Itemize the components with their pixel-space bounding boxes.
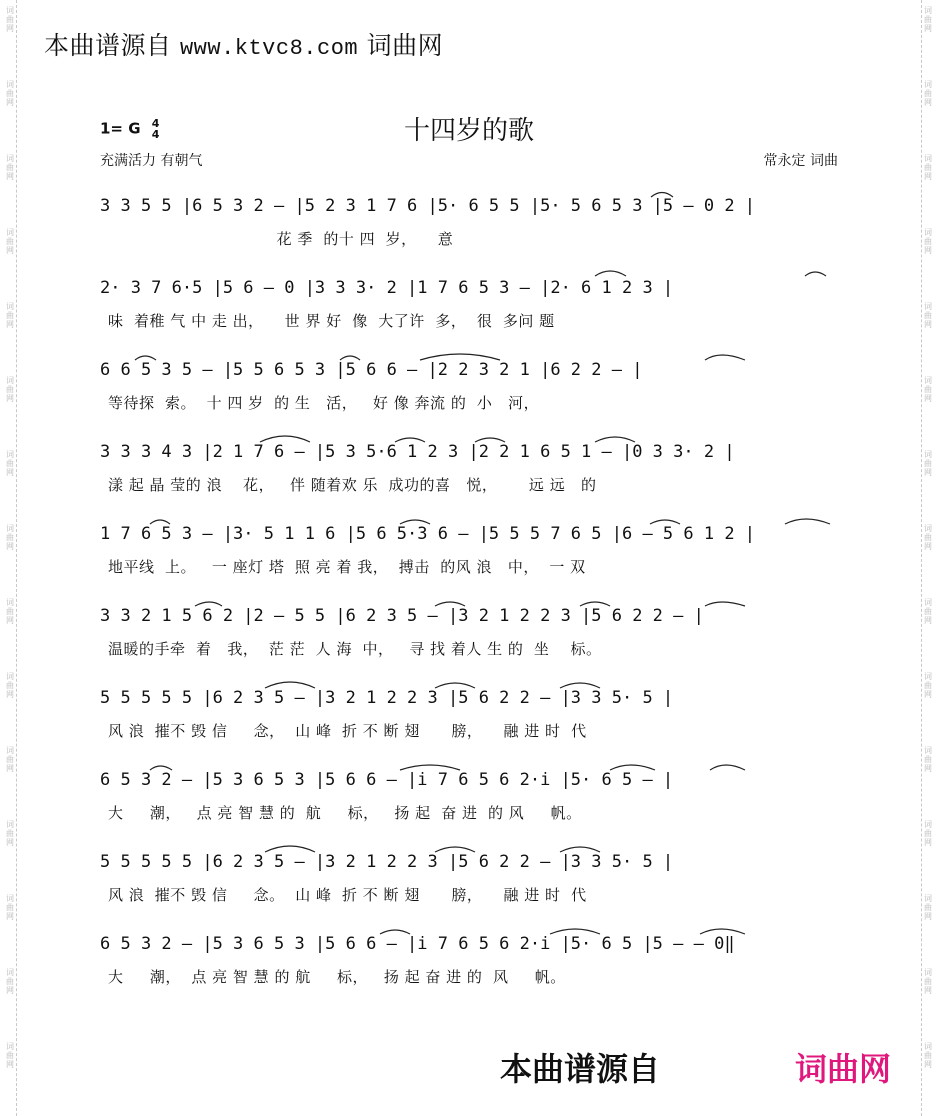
watermark-glyph: 词 曲 网 bbox=[924, 746, 932, 773]
watermark-glyph: 词 曲 网 bbox=[924, 894, 932, 921]
lyrics-line: 漾 起 晶 莹的 浪 花， 伴 随着欢 乐 成功的喜 悦， 远 远 的 bbox=[108, 476, 597, 494]
watermark-glyph: 词 曲 网 bbox=[6, 524, 14, 551]
watermark-glyph: 词 曲 网 bbox=[6, 450, 14, 477]
lyrics-line: 味 着稚 气 中 走 出， 世 界 好 像 大了许 多， 很 多问 题 bbox=[108, 312, 555, 330]
watermark-glyph: 词 曲 网 bbox=[924, 450, 932, 477]
notation-line: 5 5 5 5 5 |6 2 3 5 — |3 2 1 2 2 3 |5 6 2 2 — |3 3 5· 5 | bbox=[100, 688, 674, 708]
watermark-glyph: 词 曲 网 bbox=[924, 672, 932, 699]
time-signature-bottom: 4 bbox=[151, 128, 160, 141]
watermark-glyph: 词 曲 网 bbox=[6, 228, 14, 255]
watermark-glyph: 词 曲 网 bbox=[6, 598, 14, 625]
notation-line: 6 5 3 2 — |5 3 6 5 3 |5 6 6 — |i 7 6 5 6 2·i |5· 6 5 — | bbox=[100, 770, 674, 790]
watermark-glyph: 词 曲 网 bbox=[6, 894, 14, 921]
lyrics-line: 风 浪 摧不 毁 信 念。 山 峰 折 不 断 翅 膀， 融 进 时 代 bbox=[108, 886, 587, 904]
watermark-glyph: 词 曲 网 bbox=[6, 154, 14, 181]
watermark-glyph: 词 曲 网 bbox=[6, 302, 14, 329]
notation-line: 3 3 3 4 3 |2 1 7 6 — |5 3 5·6 1 2 3 |2 2 1 6 5 1 — |0 3 3· 2 | bbox=[100, 442, 735, 462]
notation-line: 3 3 2 1 5 6 2 |2 — 5 5 |6 2 3 5 — |3 2 1 2 2 3 |5 6 2 2 — | bbox=[100, 606, 704, 626]
tempo-marking: 充满活力 有朝气 bbox=[100, 153, 203, 169]
notation-line: 3 3 5 5 |6 5 3 2 — |5 2 3 1 7 6 |5· 6 5 5 |5· 5 6 5 3 |5 — 0 2 | bbox=[100, 196, 756, 216]
notation-line: 6 6 5 3 5 — |5 5 6 5 3 |5 6 6 — |2 2 3 2 1 |6 2 2 — | bbox=[100, 360, 643, 380]
footer-site-name: 词曲网 bbox=[795, 1050, 892, 1088]
lyrics-line: 花 季 的十 四 岁， 意 bbox=[108, 230, 454, 248]
watermark-glyph: 词 曲 网 bbox=[6, 672, 14, 699]
watermark-glyph: 词 曲 网 bbox=[924, 154, 932, 181]
lyrics-line: 大 潮， 点 亮 智 慧 的 航 标， 扬 起 奋 进 的 风 帆。 bbox=[108, 968, 566, 986]
watermark-glyph: 词 曲 网 bbox=[6, 6, 14, 33]
time-signature-top: 4 bbox=[151, 117, 160, 130]
watermark-glyph: 词 曲 网 bbox=[6, 376, 14, 403]
watermark-glyph: 词 曲 网 bbox=[924, 598, 932, 625]
watermark-glyph: 词 曲 网 bbox=[924, 524, 932, 551]
lyrics-line: 大 潮， 点 亮 智 慧 的 航 标， 扬 起 奋 进 的 风 帆。 bbox=[108, 804, 582, 822]
watermark-glyph: 词 曲 网 bbox=[6, 820, 14, 847]
source-header-site: www.ktvc8.com bbox=[179, 36, 359, 61]
notation-line: 2· 3 7 6·5 |5 6 — 0 |3 3 3· 2 |1 7 6 5 3 — |2· 6 1 2 3 | bbox=[100, 278, 674, 298]
watermark-glyph: 词 曲 网 bbox=[6, 746, 14, 773]
watermark-glyph: 词 曲 网 bbox=[6, 1042, 14, 1069]
notation-line: 6 5 3 2 — |5 3 6 5 3 |5 6 6 — |i 7 6 5 6 2·i |5· 6 5 |5 — — 0‖ bbox=[100, 934, 735, 954]
source-header bbox=[44, 26, 443, 62]
composer-credit: 常永定 词曲 bbox=[763, 153, 838, 169]
notation-line: 5 5 5 5 5 |6 2 3 5 — |3 2 1 2 2 3 |5 6 2 2 — |3 3 5· 5 | bbox=[100, 852, 674, 872]
footer-source-text: 本曲谱源自 bbox=[500, 1050, 661, 1088]
source-header-prefix: 本曲谱源自 bbox=[44, 31, 172, 60]
song-title: 十四岁的歌 bbox=[403, 116, 534, 146]
lyrics-line: 风 浪 摧不 毁 信 念， 山 峰 折 不 断 翅 膀， 融 进 时 代 bbox=[108, 722, 587, 740]
watermark-glyph: 词 曲 网 bbox=[924, 968, 932, 995]
lyrics-line: 等待探 索。 十 四 岁 的 生 活， 好 像 奔流 的 小 河， bbox=[108, 394, 540, 412]
watermark-glyph: 词 曲 网 bbox=[924, 820, 932, 847]
source-header-suffix: 词曲网 bbox=[366, 31, 444, 60]
key-label: 1= G bbox=[100, 119, 141, 138]
notation-line: 1 7 6 5 3 — |3· 5 1 1 6 |5 6 5·3 6 — |5 5 5 7 6 5 |6 — 5 6 1 2 | bbox=[100, 524, 756, 544]
watermark-glyph: 词 曲 网 bbox=[6, 80, 14, 107]
watermark-glyph: 词 曲 网 bbox=[924, 302, 932, 329]
watermark-glyph: 词 曲 网 bbox=[924, 80, 932, 107]
lyrics-line: 地平线 上。 一 座灯 塔 照 亮 着 我， 搏击 的风 浪 中， 一 双 bbox=[108, 558, 586, 576]
watermark-glyph: 词 曲 网 bbox=[924, 6, 932, 33]
lyrics-line: 温暖的手牵 着 我， 茫 茫 人 海 中， 寻 找 着人 生 的 坐 标。 bbox=[108, 640, 602, 658]
watermark-glyph: 词 曲 网 bbox=[924, 1042, 932, 1069]
watermark-glyph: 词 曲 网 bbox=[924, 376, 932, 403]
watermark-glyph: 词 曲 网 bbox=[6, 968, 14, 995]
watermark-glyph: 词 曲 网 bbox=[924, 228, 932, 255]
